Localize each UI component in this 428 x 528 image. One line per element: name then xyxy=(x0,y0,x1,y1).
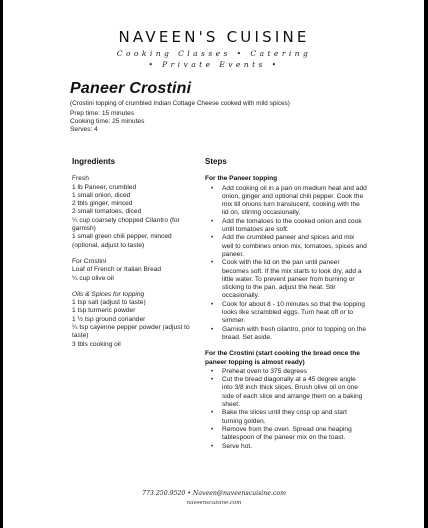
ingredient-item: 1 small green chili pepper, minced (optional, adjust to taste) xyxy=(72,233,172,249)
footer-contact: 773.250.9520 • Naveen@naveenscuisine.com xyxy=(142,490,286,497)
step-item: • Cook with the lid on the pan until paneer becomes soft. If the mix starts to look dry, add a little water. To prevent paneer from burning or sticking to the pan, adjust the heat. Stir occasionally. xyxy=(205,259,367,300)
ingredient-item: 1 ½ tsp ground coriander xyxy=(72,315,146,323)
step-item: • Add cooking oil in a pan on medium heat and add onion, ginger and optional chili pepper. Cook the mix till onions turn translucent, cooking with the lid on, stirring occasionally. xyxy=(205,185,367,218)
step-item: • Garnish with fresh cilantro, prior to topping on the bread. Set aside. xyxy=(205,326,367,343)
step-item: • Cut the bread diagonally at a 45 degree angle into 3/8 inch thick slices. Brush olive oil on one side of each slice and arrange them on a baking sheet. xyxy=(205,376,367,409)
step-item: • Serve hot. xyxy=(205,443,367,451)
step-item: • Cook for about 8 - 10 minutes so that the topping looks like scrambled eggs. Turn heat off or to simmer. xyxy=(205,301,367,326)
step-item: • Add the tomatoes to the cooked onion and cook until tomatoes are soft. xyxy=(205,218,367,235)
ingredients-heading: Ingredients xyxy=(72,157,116,166)
step-item: • Remove from the oven. Spread one heaping tablespoon of the paneer mix on the toast. xyxy=(205,426,367,443)
brand-services: Cooking Classes • Catering xyxy=(116,49,312,58)
fresh-heading: Fresh xyxy=(72,175,89,183)
ingredient-item: Loaf of French or Italian Bread xyxy=(72,266,162,274)
steps-column xyxy=(205,158,367,451)
ingredient-item: 1 tsp turmeric powder xyxy=(72,307,136,315)
step-item: • Add the crumbled paneer and spices and mix well to combines onion mix, tomatoes, spices and paneer. xyxy=(205,234,367,259)
page-border-right xyxy=(424,0,428,528)
ingredients-column xyxy=(72,158,197,349)
ingredient-item: 1 small onion, diced xyxy=(72,191,131,199)
step-item: • Bake the slices until they crisp up and start turning golden. xyxy=(205,409,367,426)
brand-services-line2: • Private Events • xyxy=(148,60,280,69)
brand-name: NAVEEN'S CUISINE xyxy=(118,28,310,46)
steps-heading: Steps xyxy=(205,157,227,166)
ingredient-item: 1 lb Paneer, crumbled xyxy=(72,183,137,191)
cooking-time: Cooking time: 25 minutes xyxy=(70,118,145,126)
crostini-steps-heading: For the Crostini (start cooking the bread once the paneer topping is almost ready) xyxy=(205,350,360,366)
ingredient-item: 2 small tomatoes, diced xyxy=(72,208,142,216)
ingredient-item: 2 tbls ginger, minced xyxy=(72,200,133,208)
footer-website: naveenscuisine.com xyxy=(186,500,242,506)
recipe-subtitle: (Crostini topping of crumbled Indian Cottage Cheese cooked with mild spices) xyxy=(70,100,290,107)
topping-steps-heading: For the Paneer topping xyxy=(205,175,278,183)
oils-spices-heading: Oils & Spices for topping xyxy=(72,290,145,298)
recipe-meta xyxy=(70,110,144,135)
ingredient-item: ¼ tsp cayenne pepper powder (adjust to taste) xyxy=(72,324,190,340)
page-footer xyxy=(0,490,428,506)
serves: Serves: 4 xyxy=(70,126,98,134)
ingredient-item: 3 tbls cooking oil xyxy=(72,340,121,348)
prep-time: Prep time: 15 minutes xyxy=(70,110,135,117)
topping-steps-list xyxy=(205,185,367,343)
ingredient-item: ¼ cup coarsely chopped Cilantro (for garnish) xyxy=(72,216,180,233)
crostini-heading: For Crostini xyxy=(72,257,107,265)
ingredient-item: 1 tsp salt (adjust to taste) xyxy=(72,299,146,307)
step-item: • Preheat oven to 375 degrees xyxy=(205,368,367,376)
recipe-title-block xyxy=(70,80,400,107)
brand-header xyxy=(0,28,428,69)
page-border-left xyxy=(0,0,3,528)
ingredient-item: ¼ cup olive oil xyxy=(72,274,114,282)
recipe-title: Paneer Crostini xyxy=(70,80,192,97)
crostini-steps-list xyxy=(205,368,367,451)
